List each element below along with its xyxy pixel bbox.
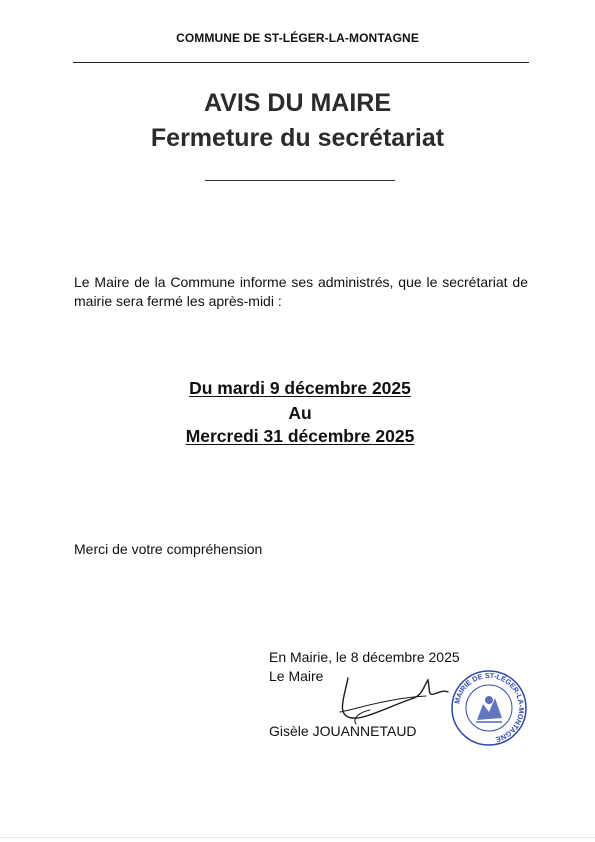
title-divider	[205, 180, 395, 181]
signatory-name: Gisèle JOUANNETAUD	[269, 723, 417, 739]
notice-title: AVIS DU MAIRE	[203, 89, 392, 117]
closure-date-to	[0, 426, 595, 447]
closure-date-separator: Au	[288, 403, 312, 423]
commune-header: COMMUNE DE ST-LÉGER-LA-MONTAGNE	[176, 31, 419, 45]
closure-date-from-text: Du mardi 9 décembre 2025	[189, 378, 411, 398]
closure-date-to-text: Mercredi 31 décembre 2025	[185, 426, 415, 446]
signatory-role: Le Maire	[269, 668, 324, 684]
page-edge	[0, 837, 595, 838]
stamp-text: MAIRIE DE ST-LÉGER-LA-MONTAGNE	[452, 670, 527, 745]
header-divider	[73, 62, 529, 63]
handwritten-signature	[330, 668, 460, 728]
thanks-line: Merci de votre compréhension	[74, 541, 263, 557]
place-date: En Mairie, le 8 décembre 2025	[269, 649, 460, 665]
closure-date-from	[0, 378, 595, 399]
mairie-stamp	[449, 668, 529, 748]
svg-text:MAIRIE DE ST-LÉGER-LA-MONTAGNE	[452, 671, 526, 744]
intro-paragraph: Le Maire de la Commune informe ses administrés, que le secrétariat de mairie sera fermé les après-midi :	[74, 274, 528, 309]
notice-subtitle: Fermeture du secrétariat	[150, 124, 445, 152]
